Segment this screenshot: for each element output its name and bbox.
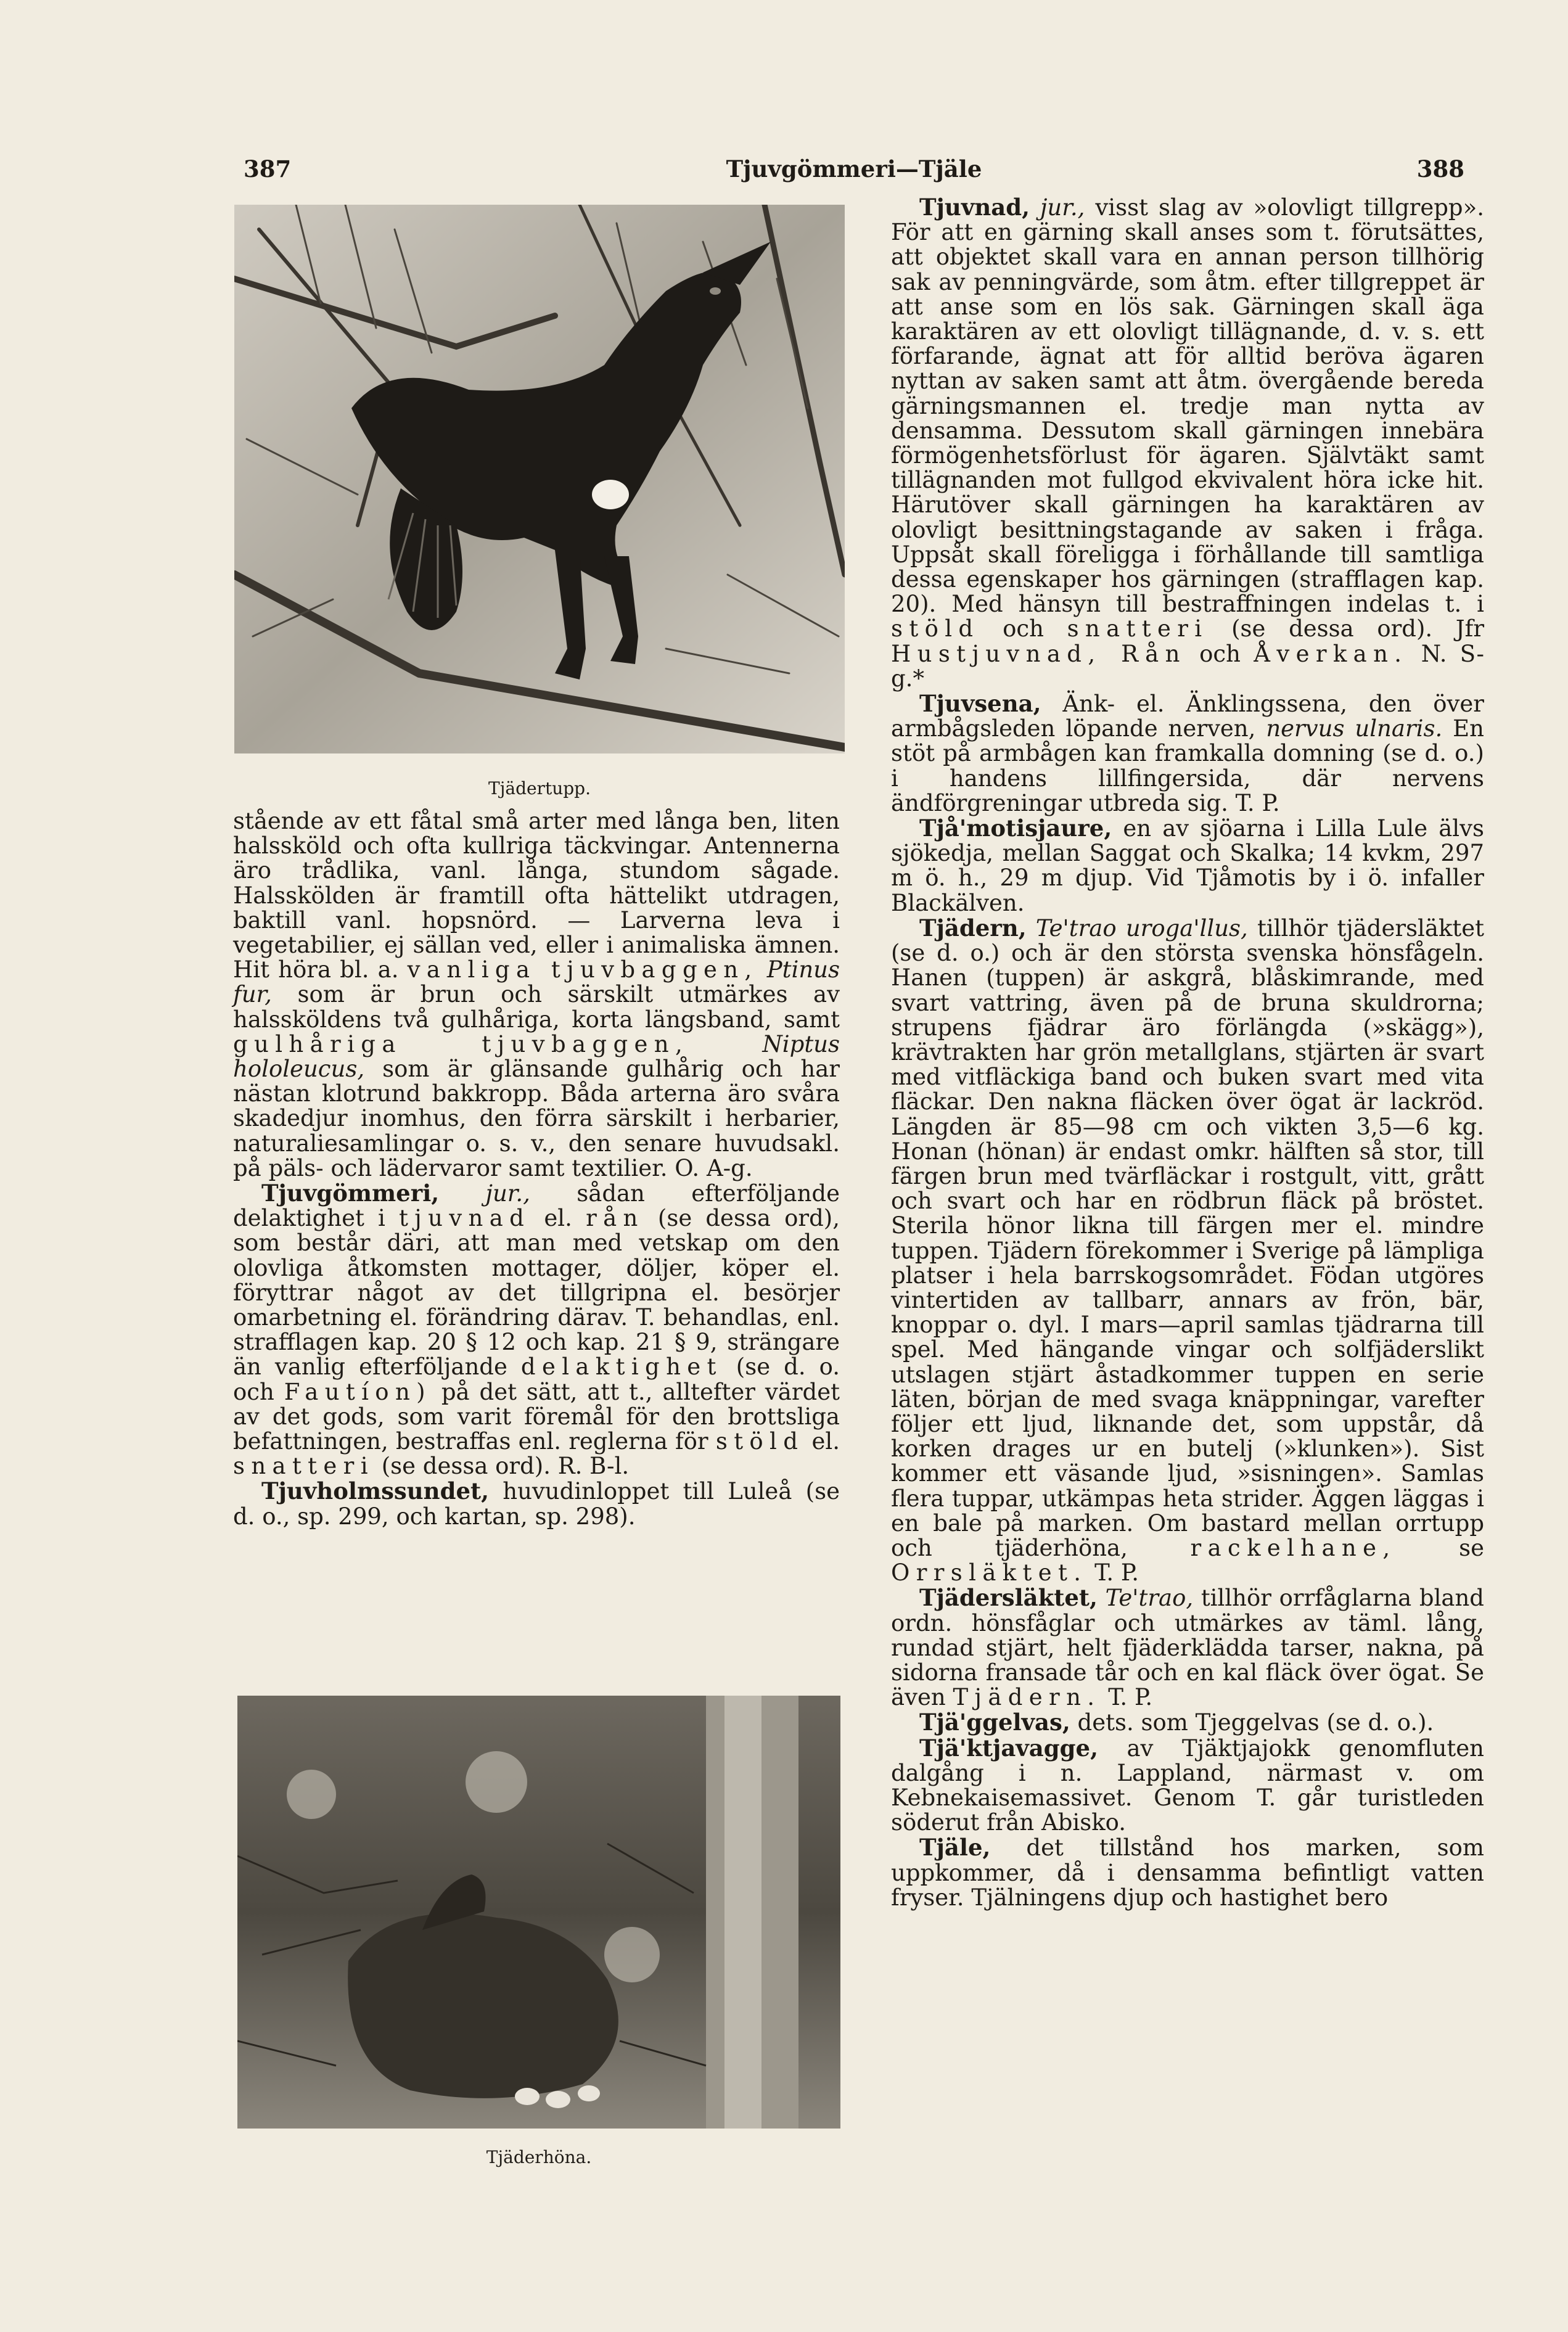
figure-caption-top: Tjädertupp. xyxy=(488,778,591,799)
text-run: det tillstånd hos marken, som uppkommer, då i densamma befintligt vatten fryser. Tjälningens djup och hastighet bero xyxy=(891,1834,1484,1911)
entry-headword: Tjäle, xyxy=(919,1834,991,1862)
text-run: och xyxy=(1003,615,1044,643)
abbrev-italic: jur., xyxy=(1040,194,1085,221)
page-number-right: 388 xyxy=(1416,155,1464,183)
text-run: En stöt på armbågen kan framkalla domning (se d. o.) i handens lillfingersida, där nervens ändförgreningar utbreda sig. T. P. xyxy=(891,715,1485,816)
entry-tjaktjavagge xyxy=(891,1736,1484,1836)
spaced-term: vanliga tjuvbaggen, xyxy=(407,956,758,983)
entry-headword: Tjå'motisjaure, xyxy=(919,815,1112,842)
text-run: som är glänsande gulhårig och har nästan klotrund bakkropp. Båda arterna äro svåra skadedjur inomhus, den förra särskilt i herbarier, naturaliesamlingar o. s. v., den senare huvudsakl. på päls- och lädervaror samt textilier. O. A-g. xyxy=(233,1056,840,1181)
entry-tjuvholmssundet xyxy=(233,1479,840,1529)
spaced-term: Åverkan. xyxy=(1254,640,1408,667)
entry-tjuvnad xyxy=(891,195,1484,691)
entry-tjuvgommeri xyxy=(233,1181,840,1479)
signature: T. P. xyxy=(1094,1559,1139,1587)
entry-headword: Tjä'ktjavagge, xyxy=(919,1734,1098,1762)
entry-headword: Tjädern, xyxy=(919,914,1027,942)
page-number-left: 387 xyxy=(244,155,292,183)
text-run: (se dessa ord), som består däri, att man med vetskap om den olovliga åtkomsten mottager, döljer, köper el. föryttrar något av det tillgripna el. besörjer omarbetning el. förändring därav. T. behandlas, enl. strafflagen kap. 20 § 12 och kap. 21 § 9, strängare än vanlig efterföljande xyxy=(233,1205,840,1381)
spaced-term: Tjädern. xyxy=(953,1684,1101,1711)
text-run: huvudinloppet till Luleå (se d. o., sp. 299, och kartan, sp. 298). xyxy=(233,1478,840,1530)
text-run: sådan efterföljande delaktighet i xyxy=(233,1180,840,1232)
text-run: en av sjöarna i Lilla Lule älvs sjökedja, mellan Saggat och Skalka; 14 kvkm, 297 m ö. h., 29 m djup. Vid Tjåmotis by i ö. infaller Blackälven. xyxy=(891,815,1484,916)
spaced-term: rackelhane, xyxy=(1190,1534,1397,1561)
running-title: Tjuvgömmeri—Tjäle xyxy=(726,155,982,183)
text-run: av Tjäktjajokk genomfluten dalgång i n. Lappland, närmast v. om Kebnekaisemassivet. Genom T. går turistleden söderut från Abisko. xyxy=(891,1735,1484,1836)
text-run: el. xyxy=(811,1428,840,1455)
right-column xyxy=(891,195,1484,1910)
text-run: (se d. o. och xyxy=(233,1353,840,1405)
text-run: tillhör tjädersläktet (se d. o.) och är den största svenska hönsfågeln. Hanen (tuppen) är askgrå, blåskimrande, med svart vattring, även på de bruna skuldrorna; strupens fjädrar äro förlängda (»skägg»), krävtrakten har grön metallglans, stjärten är svart med vitfläckiga band och buken svart med vita fläckar. Den nakna fläcken över ögat är lackröd. Längden är 85—98 cm och vikten 3,5—6 kg. Honan (hönan) är endast omkr. hälften så stor, till färgen brun med tvärfläckar i rostgult, vitt, grått och svart och har en rödbrun fläck på bröstet. Sterila hönor likna till färgen mer el. mindre tuppen. Tjädern förekommer i Sverige på lämpliga platser i hela barrskogsområdet. Födan utgöres vintertiden av tallbarr, annars av frön, bär, knoppar o. dyl. I mars—april samlas tjädrarna till spel. Med hängande vingar och solfjäderslikt utslagen stjärt åstadkommer tuppen en serie läten, början de med svaga knäppningar, varefter följer ett ljud, liknande det, som uppstår, då korken drages ur en butelj (»klunken»). Sist kommer ett väsande ljud, »sisningen». Samlas flera tuppar, utkämpas heta strider. Äggen läggas i en bale på marken. Om bastard mellan orrtupp och tjäderhöna, xyxy=(891,914,1485,1561)
latin-name: Te'trao uroga'llus, xyxy=(1035,914,1248,942)
spaced-term: tjuvnad xyxy=(399,1205,531,1232)
spaced-term: snatteri xyxy=(1067,615,1209,643)
running-header xyxy=(244,155,1464,192)
abbrev-italic: jur., xyxy=(485,1180,530,1207)
capercaillie-cock-photo xyxy=(234,205,845,753)
text-run: (se dessa ord). Jfr xyxy=(1231,615,1485,643)
spaced-term: Hustjuvnad, Rån xyxy=(891,640,1186,667)
latin-name: Te'trao, xyxy=(1105,1585,1194,1612)
entry-headword: Tjuvsena, xyxy=(919,690,1041,718)
entry-headword: Tjuvgömmeri, xyxy=(261,1180,440,1207)
signature: N. S-g.* xyxy=(891,640,1485,692)
signature: T. P. xyxy=(1108,1684,1153,1711)
spaced-term: stöld xyxy=(891,615,980,643)
latin-name: Niptus hololeucus, xyxy=(233,1030,840,1083)
latin-name: Ptinus fur, xyxy=(233,956,840,1008)
entry-tjale xyxy=(891,1835,1484,1910)
spaced-term: rån xyxy=(586,1205,644,1232)
entry-headword: Tjädersläktet, xyxy=(919,1584,1098,1612)
text-run: dets. som Tjeggelvas (se d. o.). xyxy=(1077,1709,1434,1736)
entry-tjuvbaggar-continued xyxy=(233,809,840,1181)
capercaillie-hen-photo xyxy=(237,1696,840,2129)
text-run: (se dessa ord). R. B-l. xyxy=(381,1453,630,1480)
text-run: se xyxy=(1459,1534,1485,1561)
entry-tjadersläktet xyxy=(891,1585,1484,1710)
text-run: som är brun och särskilt utmärkes av halssköldens två gulhåriga, korta längsband, samt xyxy=(233,981,840,1033)
entry-tjamotisjaure xyxy=(891,816,1484,916)
text-run: stående av ett fåtal små arter med långa ben, liten halssköld och ofta kullriga täckvingar. Antennerna äro trådlika, vanl. långa, stundom sågade. Halsskölden är framtill ofta hättelikt utdragen, baktill vanl. hopsnörd. — Larverna leva i vegetabilier, ej sällan ved, eller i animaliska ämnen. Hit höra bl. a. xyxy=(233,808,840,983)
entry-tjadern xyxy=(891,916,1484,1585)
spaced-term: Orrsläktet. xyxy=(891,1559,1088,1587)
text-run: och xyxy=(1199,640,1241,667)
spaced-term: delaktighet xyxy=(520,1353,723,1381)
left-column xyxy=(233,809,840,1529)
figure-caption-bottom: Tjäderhöna. xyxy=(486,2147,592,2167)
spaced-term: gulhåriga tjuvbaggen, xyxy=(233,1030,689,1057)
entry-tjuvsena xyxy=(891,691,1484,816)
spaced-term: snatteri xyxy=(233,1453,374,1480)
spaced-term: Fautíon) xyxy=(284,1378,432,1405)
text-run: Änk- el. Änklingssena, den över armbågsleden löpande nerven, xyxy=(891,691,1484,742)
text-run: på det sätt, att t., alltefter värdet av det gods, som varit föremål för den brottsliga befattningen, bestraffas enl. reglerna för xyxy=(233,1378,840,1455)
entry-headword: Tjuvholmssundet, xyxy=(261,1477,489,1505)
text-run: visst slag av »olovligt tillgrepp». För att en gärning skall anses som t. förutsättes, att objektet skall vara en annan person tillhörig sak av penningvärde, som åtm. efter tillgreppet är att anse som en lös sak. Gärningen skall äga karaktären av ett olovligt tillägnande, d. v. s. ett förfarande, ägnat att för alltid beröva ägaren nyttan av saken samt att åtm. övergående bereda gärningsmannen el. tredje man nytta av densamma. Dessutom skall gärningen innebära förmögenhetsförlust för ägaren. Självtäkt samt tillägnanden mot fullgod ekvivalent höra icke hit. Härutöver skall gärningen ha karaktären av olovligt besittningstagande av saken i fråga. Uppsåt skall föreligga i förhållande till samtliga dessa egenskaper hos gärningen (strafflagen kap. 20). Med hänsyn till bestraffningen indelas t. i xyxy=(891,194,1485,618)
latin-name: nervus ulnaris. xyxy=(1266,715,1443,742)
entry-tjaggelvas xyxy=(891,1710,1484,1735)
entry-headword: Tjuvnad, xyxy=(919,194,1030,221)
text-run: el. xyxy=(544,1205,572,1232)
entry-headword: Tjä'ggelvas, xyxy=(919,1709,1070,1736)
spaced-term: stöld xyxy=(715,1428,805,1455)
text-run: tillhör orrfåglarna bland ordn. hönsfåglar och utmärkes av täml. lång, rundad stjärt, helt fjäderklädda tarser, nakna, på sidorna fransade tår och en kal fläck över ögat. Se även xyxy=(891,1585,1484,1711)
